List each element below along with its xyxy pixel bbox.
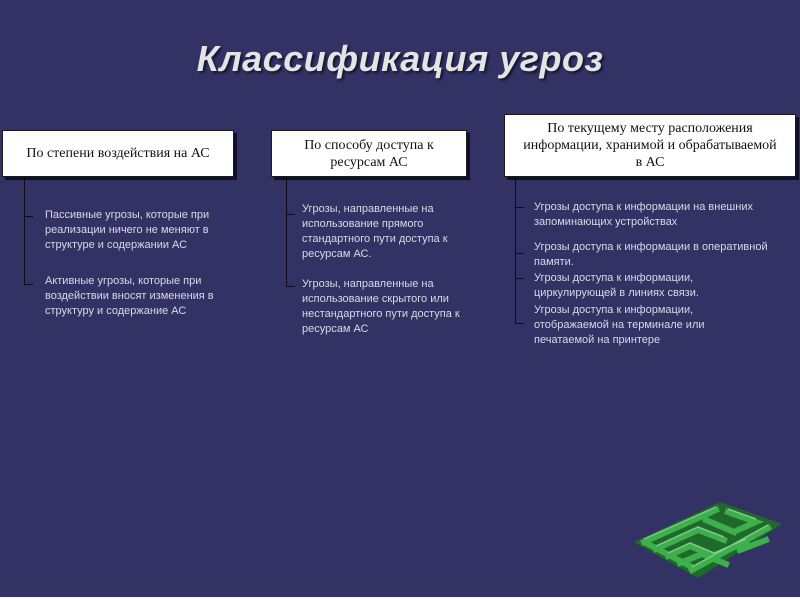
item-tick: [515, 253, 524, 254]
threat-item-communication-lines: Угрозы доступа к информации, циркулирующей в линиях связи.: [534, 272, 699, 299]
item-tick: [24, 284, 33, 285]
item-tick: [286, 286, 295, 287]
threat-item-direct: Угрозы, направленные на использование прямого стандартного пути доступа к ресурсам АС.: [302, 203, 448, 260]
column-connector: [286, 177, 287, 287]
threat-item-passive: Пассивные угрозы, которые при реализации ничего не меняют в структуре и содержании АС: [45, 209, 210, 251]
column-header-location: По текущему месту расположения информации, хранимой и обрабатываемой в АС: [504, 114, 796, 177]
column-header-access: По способу доступа к ресурсам АС: [271, 130, 467, 177]
threat-item-active: Активные угрозы, которые при воздействии вносят изменения в структуру и содержание АС: [45, 275, 214, 317]
threat-item-external-storage: Угрозы доступа к информации на внешних запоминающих устройствах: [534, 201, 753, 228]
column-connector: [515, 177, 516, 324]
slide-title: Классификация угроз: [196, 38, 604, 79]
item-tick: [286, 214, 295, 215]
item-tick: [515, 278, 524, 279]
column-header-impact: По степени воздействия на АС: [2, 130, 234, 177]
threat-item-hidden: Угрозы, направленные на использование скрытого или нестандартного пути доступа к ресурсам АС: [302, 278, 460, 335]
item-tick: [24, 216, 33, 217]
threat-item-terminal-printer: Угрозы доступа к информации, отображаемой на терминале или печатаемой на принтере: [534, 304, 705, 346]
item-tick: [515, 323, 524, 324]
column-connector: [24, 177, 25, 285]
item-tick: [515, 207, 524, 208]
threat-item-ram: Угрозы доступа к информации в оперативной памяти.: [534, 241, 768, 268]
maze-icon: [628, 494, 788, 584]
